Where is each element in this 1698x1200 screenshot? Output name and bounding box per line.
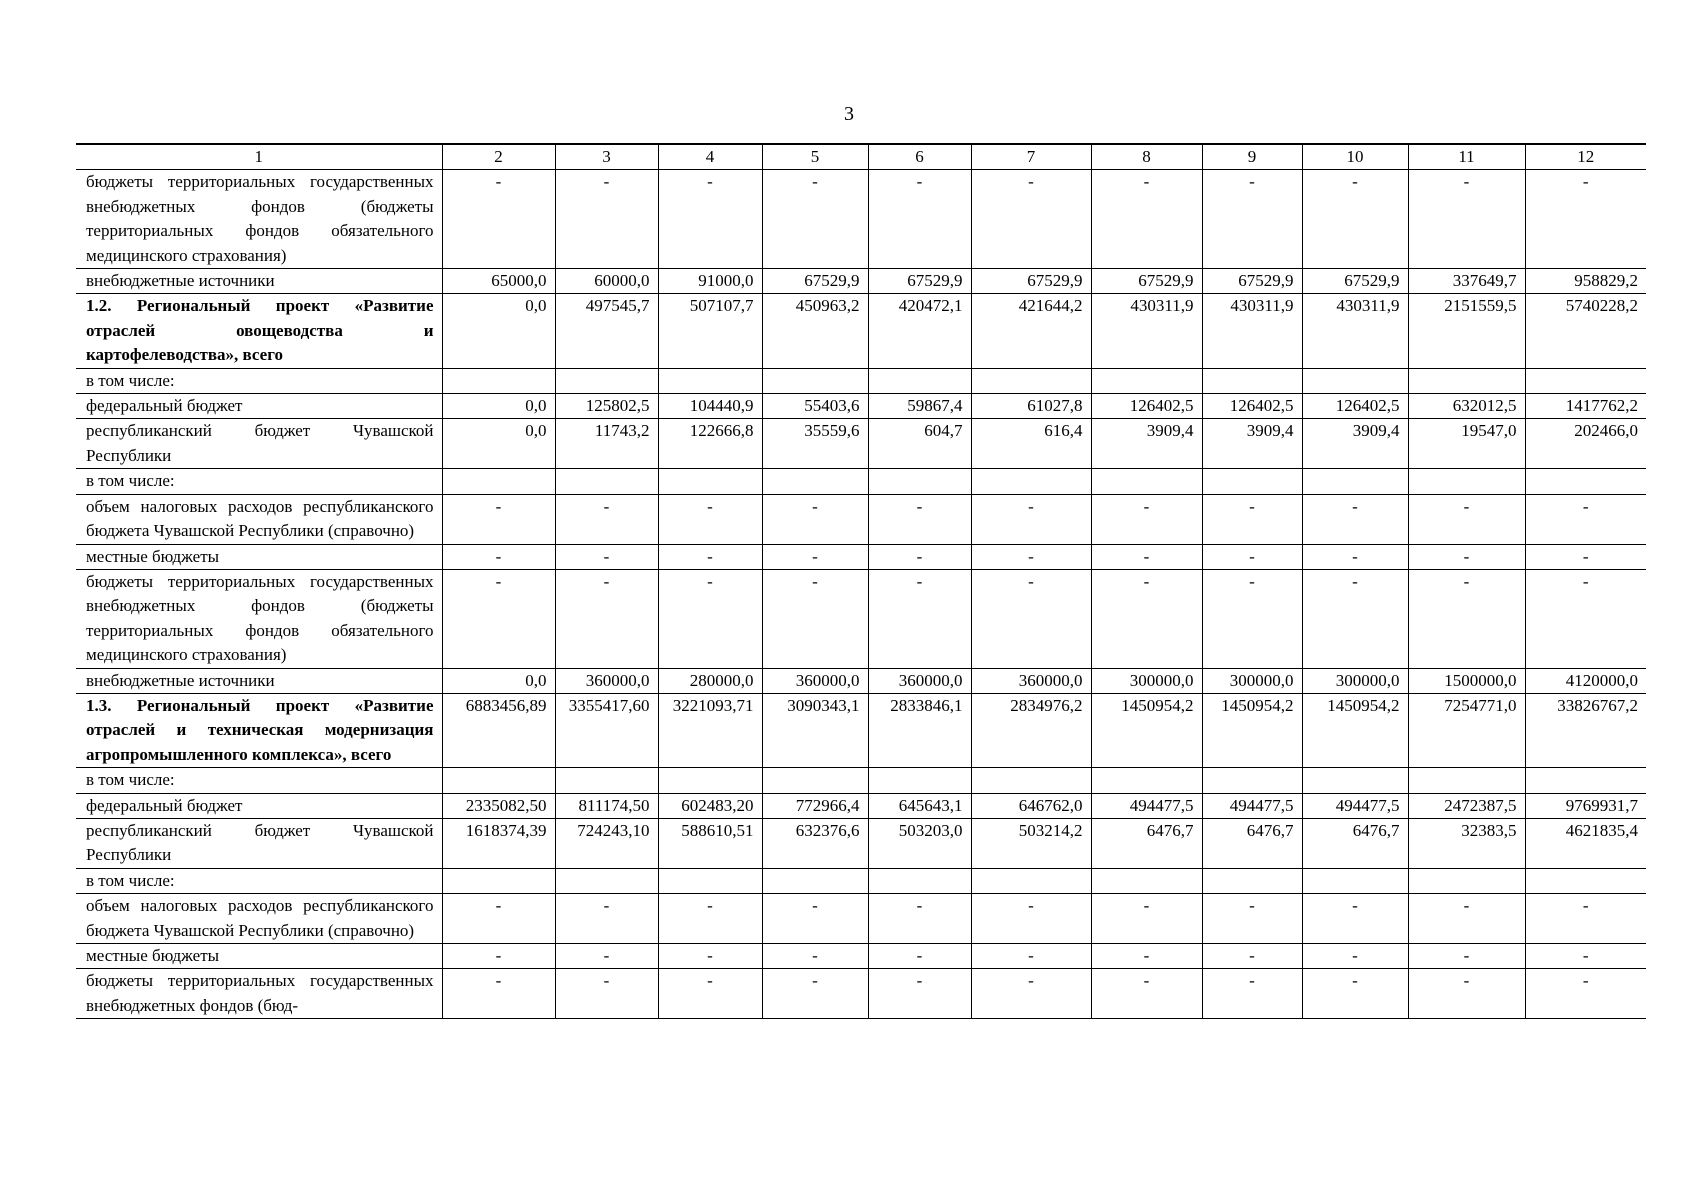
- value-cell: 91000,0: [658, 269, 762, 294]
- value-cell: 3221093,71: [658, 693, 762, 767]
- value-cell: -: [1525, 894, 1646, 944]
- value-cell: -: [868, 544, 971, 569]
- value-cell: -: [762, 170, 868, 269]
- value-cell: 5740228,2: [1525, 294, 1646, 368]
- value-cell: -: [442, 894, 555, 944]
- column-number-12: 12: [1525, 144, 1646, 170]
- value-cell: -: [442, 544, 555, 569]
- column-number-1: 1: [76, 144, 442, 170]
- value-cell: 3909,4: [1202, 419, 1302, 469]
- value-cell: [658, 368, 762, 393]
- table-row: [76, 818, 1646, 868]
- value-cell: -: [1202, 894, 1302, 944]
- value-cell: -: [555, 894, 658, 944]
- column-number-6: 6: [868, 144, 971, 170]
- value-cell: -: [1525, 944, 1646, 969]
- project-title-cell: 1.3. Региональный проект «Развитие отраслей и техническая модернизация агропромышленного комплекса», всего: [76, 693, 442, 767]
- row-label-cell: федеральный бюджет: [76, 394, 442, 419]
- value-cell: 4120000,0: [1525, 668, 1646, 693]
- value-cell: -: [868, 894, 971, 944]
- value-cell: [555, 868, 658, 893]
- value-cell: -: [1202, 544, 1302, 569]
- table-row: [76, 969, 1646, 1019]
- value-cell: [1302, 768, 1408, 793]
- value-cell: -: [1202, 944, 1302, 969]
- value-cell: 337649,7: [1408, 269, 1525, 294]
- value-cell: [971, 469, 1091, 494]
- value-cell: [1525, 469, 1646, 494]
- value-cell: 1450954,2: [1091, 693, 1202, 767]
- row-label-cell: бюджеты территориальных государственных внебюджетных фондов (бюджеты территориальных фондов обязательного медицинского страхования): [76, 170, 442, 269]
- value-cell: -: [762, 894, 868, 944]
- value-cell: -: [971, 894, 1091, 944]
- value-cell: 602483,20: [658, 793, 762, 818]
- value-cell: -: [658, 494, 762, 544]
- table-row: [76, 394, 1646, 419]
- value-cell: 503214,2: [971, 818, 1091, 868]
- value-cell: [1202, 868, 1302, 893]
- column-number-9: 9: [1202, 144, 1302, 170]
- column-number-11: 11: [1408, 144, 1525, 170]
- value-cell: -: [442, 944, 555, 969]
- value-cell: 360000,0: [971, 668, 1091, 693]
- value-cell: [762, 368, 868, 393]
- value-cell: 32383,5: [1408, 818, 1525, 868]
- value-cell: -: [1408, 944, 1525, 969]
- value-cell: [555, 368, 658, 393]
- value-cell: 3090343,1: [762, 693, 868, 767]
- value-cell: -: [1202, 170, 1302, 269]
- value-cell: 67529,9: [1091, 269, 1202, 294]
- column-number-2: 2: [442, 144, 555, 170]
- value-cell: -: [1091, 544, 1202, 569]
- value-cell: 772966,4: [762, 793, 868, 818]
- value-cell: [1091, 368, 1202, 393]
- value-cell: -: [1302, 569, 1408, 668]
- row-label-cell: республиканский бюджет Чувашской Республики: [76, 818, 442, 868]
- value-cell: -: [1408, 569, 1525, 668]
- value-cell: [1091, 768, 1202, 793]
- value-cell: 616,4: [971, 419, 1091, 469]
- value-cell: [1408, 469, 1525, 494]
- value-cell: -: [1302, 944, 1408, 969]
- value-cell: 280000,0: [658, 668, 762, 693]
- value-cell: 59867,4: [868, 394, 971, 419]
- value-cell: 0,0: [442, 394, 555, 419]
- row-label-cell: местные бюджеты: [76, 544, 442, 569]
- value-cell: -: [1408, 494, 1525, 544]
- value-cell: -: [868, 569, 971, 668]
- value-cell: 360000,0: [762, 668, 868, 693]
- value-cell: -: [971, 544, 1091, 569]
- value-cell: 724243,10: [555, 818, 658, 868]
- value-cell: 2472387,5: [1408, 793, 1525, 818]
- value-cell: 300000,0: [1302, 668, 1408, 693]
- value-cell: 507107,7: [658, 294, 762, 368]
- value-cell: 645643,1: [868, 793, 971, 818]
- value-cell: [868, 368, 971, 393]
- column-number-7: 7: [971, 144, 1091, 170]
- value-cell: [555, 469, 658, 494]
- row-label-cell: местные бюджеты: [76, 944, 442, 969]
- value-cell: 3355417,60: [555, 693, 658, 767]
- value-cell: -: [1302, 494, 1408, 544]
- table-row: [76, 693, 1646, 767]
- column-number-8: 8: [1091, 144, 1202, 170]
- value-cell: [1202, 368, 1302, 393]
- value-cell: -: [658, 944, 762, 969]
- value-cell: 2335082,50: [442, 793, 555, 818]
- value-cell: 6476,7: [1202, 818, 1302, 868]
- value-cell: -: [658, 544, 762, 569]
- value-cell: [442, 768, 555, 793]
- value-cell: -: [1302, 170, 1408, 269]
- table-row: [76, 768, 1646, 793]
- value-cell: 430311,9: [1202, 294, 1302, 368]
- value-cell: [442, 368, 555, 393]
- value-cell: 4621835,4: [1525, 818, 1646, 868]
- value-cell: -: [1302, 894, 1408, 944]
- value-cell: -: [971, 969, 1091, 1019]
- value-cell: [1302, 868, 1408, 893]
- value-cell: 2833846,1: [868, 693, 971, 767]
- value-cell: 430311,9: [1091, 294, 1202, 368]
- value-cell: -: [762, 969, 868, 1019]
- value-cell: 6476,7: [1091, 818, 1202, 868]
- value-cell: -: [555, 969, 658, 1019]
- value-cell: -: [868, 170, 971, 269]
- value-cell: -: [971, 944, 1091, 969]
- row-label-cell: в том числе:: [76, 469, 442, 494]
- value-cell: 1417762,2: [1525, 394, 1646, 419]
- table-row: [76, 494, 1646, 544]
- value-cell: [1525, 768, 1646, 793]
- value-cell: 494477,5: [1091, 793, 1202, 818]
- value-cell: -: [442, 569, 555, 668]
- value-cell: -: [658, 894, 762, 944]
- value-cell: -: [762, 494, 868, 544]
- value-cell: [762, 768, 868, 793]
- row-label-cell: республиканский бюджет Чувашской Республики: [76, 419, 442, 469]
- value-cell: -: [868, 494, 971, 544]
- value-cell: 3909,4: [1091, 419, 1202, 469]
- value-cell: 421644,2: [971, 294, 1091, 368]
- value-cell: 126402,5: [1091, 394, 1202, 419]
- value-cell: 958829,2: [1525, 269, 1646, 294]
- value-cell: -: [658, 969, 762, 1019]
- value-cell: -: [1525, 569, 1646, 668]
- row-label-cell: в том числе:: [76, 868, 442, 893]
- value-cell: [658, 768, 762, 793]
- value-cell: -: [555, 494, 658, 544]
- value-cell: [555, 768, 658, 793]
- value-cell: [1091, 469, 1202, 494]
- row-label-cell: внебюджетные источники: [76, 269, 442, 294]
- table-row: [76, 894, 1646, 944]
- value-cell: 11743,2: [555, 419, 658, 469]
- value-cell: -: [1408, 894, 1525, 944]
- value-cell: -: [1525, 544, 1646, 569]
- value-cell: 65000,0: [442, 269, 555, 294]
- value-cell: 104440,9: [658, 394, 762, 419]
- value-cell: 2151559,5: [1408, 294, 1525, 368]
- value-cell: 1500000,0: [1408, 668, 1525, 693]
- value-cell: -: [1091, 969, 1202, 1019]
- value-cell: [1202, 768, 1302, 793]
- value-cell: 300000,0: [1202, 668, 1302, 693]
- value-cell: 6476,7: [1302, 818, 1408, 868]
- value-cell: [1408, 368, 1525, 393]
- column-number-4: 4: [658, 144, 762, 170]
- value-cell: 60000,0: [555, 269, 658, 294]
- row-label-cell: бюджеты территориальных государственных внебюджетных фондов (бюд-: [76, 969, 442, 1019]
- row-label-cell: федеральный бюджет: [76, 793, 442, 818]
- value-cell: 7254771,0: [1408, 693, 1525, 767]
- value-cell: 35559,6: [762, 419, 868, 469]
- value-cell: -: [555, 944, 658, 969]
- table-row: [76, 868, 1646, 893]
- value-cell: -: [971, 170, 1091, 269]
- value-cell: -: [442, 170, 555, 269]
- value-cell: 122666,8: [658, 419, 762, 469]
- value-cell: -: [868, 969, 971, 1019]
- value-cell: 494477,5: [1202, 793, 1302, 818]
- value-cell: -: [1302, 544, 1408, 569]
- table-row: [76, 469, 1646, 494]
- value-cell: 588610,51: [658, 818, 762, 868]
- value-cell: 55403,6: [762, 394, 868, 419]
- table-row: [76, 944, 1646, 969]
- value-cell: 360000,0: [868, 668, 971, 693]
- value-cell: [1525, 368, 1646, 393]
- row-label-cell: в том числе:: [76, 768, 442, 793]
- value-cell: [1302, 368, 1408, 393]
- value-cell: [442, 868, 555, 893]
- value-cell: -: [1408, 544, 1525, 569]
- value-cell: 632376,6: [762, 818, 868, 868]
- table-row: [76, 569, 1646, 668]
- value-cell: 430311,9: [1302, 294, 1408, 368]
- value-cell: -: [1202, 969, 1302, 1019]
- value-cell: -: [1525, 494, 1646, 544]
- value-cell: -: [762, 944, 868, 969]
- value-cell: -: [658, 569, 762, 668]
- column-number-5: 5: [762, 144, 868, 170]
- value-cell: 646762,0: [971, 793, 1091, 818]
- value-cell: 202466,0: [1525, 419, 1646, 469]
- value-cell: -: [1408, 969, 1525, 1019]
- row-label-cell: внебюджетные источники: [76, 668, 442, 693]
- value-cell: 126402,5: [1202, 394, 1302, 419]
- value-cell: [1202, 469, 1302, 494]
- value-cell: 360000,0: [555, 668, 658, 693]
- value-cell: -: [1408, 170, 1525, 269]
- value-cell: [868, 469, 971, 494]
- value-cell: -: [442, 969, 555, 1019]
- value-cell: 494477,5: [1302, 793, 1408, 818]
- value-cell: 67529,9: [971, 269, 1091, 294]
- page-number: 3: [844, 103, 854, 125]
- value-cell: -: [1091, 894, 1202, 944]
- table-row: [76, 544, 1646, 569]
- value-cell: -: [1202, 569, 1302, 668]
- table-row: [76, 269, 1646, 294]
- value-cell: -: [1302, 969, 1408, 1019]
- value-cell: 811174,50: [555, 793, 658, 818]
- value-cell: 1450954,2: [1202, 693, 1302, 767]
- value-cell: 1618374,39: [442, 818, 555, 868]
- value-cell: [658, 469, 762, 494]
- value-cell: 450963,2: [762, 294, 868, 368]
- value-cell: [1525, 868, 1646, 893]
- value-cell: -: [1525, 170, 1646, 269]
- row-label-cell: в том числе:: [76, 368, 442, 393]
- value-cell: [442, 469, 555, 494]
- value-cell: 9769931,7: [1525, 793, 1646, 818]
- value-cell: [762, 868, 868, 893]
- value-cell: 300000,0: [1091, 668, 1202, 693]
- value-cell: -: [442, 494, 555, 544]
- value-cell: -: [658, 170, 762, 269]
- row-label-cell: объем налоговых расходов республиканского бюджета Чувашской Республики (справочно): [76, 894, 442, 944]
- value-cell: 126402,5: [1302, 394, 1408, 419]
- value-cell: -: [1525, 969, 1646, 1019]
- project-title-cell: 1.2. Региональный проект «Развитие отраслей овощеводства и картофелеводства», всего: [76, 294, 442, 368]
- value-cell: -: [555, 544, 658, 569]
- value-cell: 33826767,2: [1525, 693, 1646, 767]
- table-header-row: [76, 144, 1646, 170]
- value-cell: 632012,5: [1408, 394, 1525, 419]
- value-cell: -: [971, 569, 1091, 668]
- value-cell: [1408, 768, 1525, 793]
- value-cell: 1450954,2: [1302, 693, 1408, 767]
- value-cell: [1302, 469, 1408, 494]
- value-cell: 503203,0: [868, 818, 971, 868]
- value-cell: 0,0: [442, 419, 555, 469]
- column-number-3: 3: [555, 144, 658, 170]
- table-row: [76, 368, 1646, 393]
- value-cell: 67529,9: [1202, 269, 1302, 294]
- value-cell: -: [1091, 944, 1202, 969]
- value-cell: -: [1091, 569, 1202, 668]
- value-cell: [1091, 868, 1202, 893]
- value-cell: [762, 469, 868, 494]
- value-cell: 61027,8: [971, 394, 1091, 419]
- value-cell: 420472,1: [868, 294, 971, 368]
- table-row: [76, 793, 1646, 818]
- value-cell: 604,7: [868, 419, 971, 469]
- table-row: [76, 170, 1646, 269]
- value-cell: [1408, 868, 1525, 893]
- value-cell: 3909,4: [1302, 419, 1408, 469]
- value-cell: [971, 768, 1091, 793]
- value-cell: 67529,9: [1302, 269, 1408, 294]
- value-cell: 67529,9: [762, 269, 868, 294]
- column-number-10: 10: [1302, 144, 1408, 170]
- value-cell: -: [1091, 170, 1202, 269]
- value-cell: [971, 868, 1091, 893]
- row-label-cell: бюджеты территориальных государственных внебюджетных фондов (бюджеты территориальных фондов обязательного медицинского страхования): [76, 569, 442, 668]
- row-label-cell: объем налоговых расходов республиканского бюджета Чувашской Республики (справочно): [76, 494, 442, 544]
- value-cell: -: [762, 569, 868, 668]
- value-cell: [971, 368, 1091, 393]
- value-cell: [658, 868, 762, 893]
- table-row: [76, 668, 1646, 693]
- table-row: [76, 294, 1646, 368]
- value-cell: 0,0: [442, 294, 555, 368]
- value-cell: [868, 768, 971, 793]
- value-cell: -: [555, 569, 658, 668]
- value-cell: 6883456,89: [442, 693, 555, 767]
- value-cell: 2834976,2: [971, 693, 1091, 767]
- value-cell: 125802,5: [555, 394, 658, 419]
- budget-table: [76, 143, 1646, 1019]
- value-cell: 67529,9: [868, 269, 971, 294]
- table-row: [76, 419, 1646, 469]
- value-cell: 497545,7: [555, 294, 658, 368]
- value-cell: -: [971, 494, 1091, 544]
- value-cell: -: [868, 944, 971, 969]
- value-cell: [868, 868, 971, 893]
- value-cell: -: [1202, 494, 1302, 544]
- value-cell: 0,0: [442, 668, 555, 693]
- value-cell: -: [1091, 494, 1202, 544]
- value-cell: -: [762, 544, 868, 569]
- value-cell: 19547,0: [1408, 419, 1525, 469]
- value-cell: -: [555, 170, 658, 269]
